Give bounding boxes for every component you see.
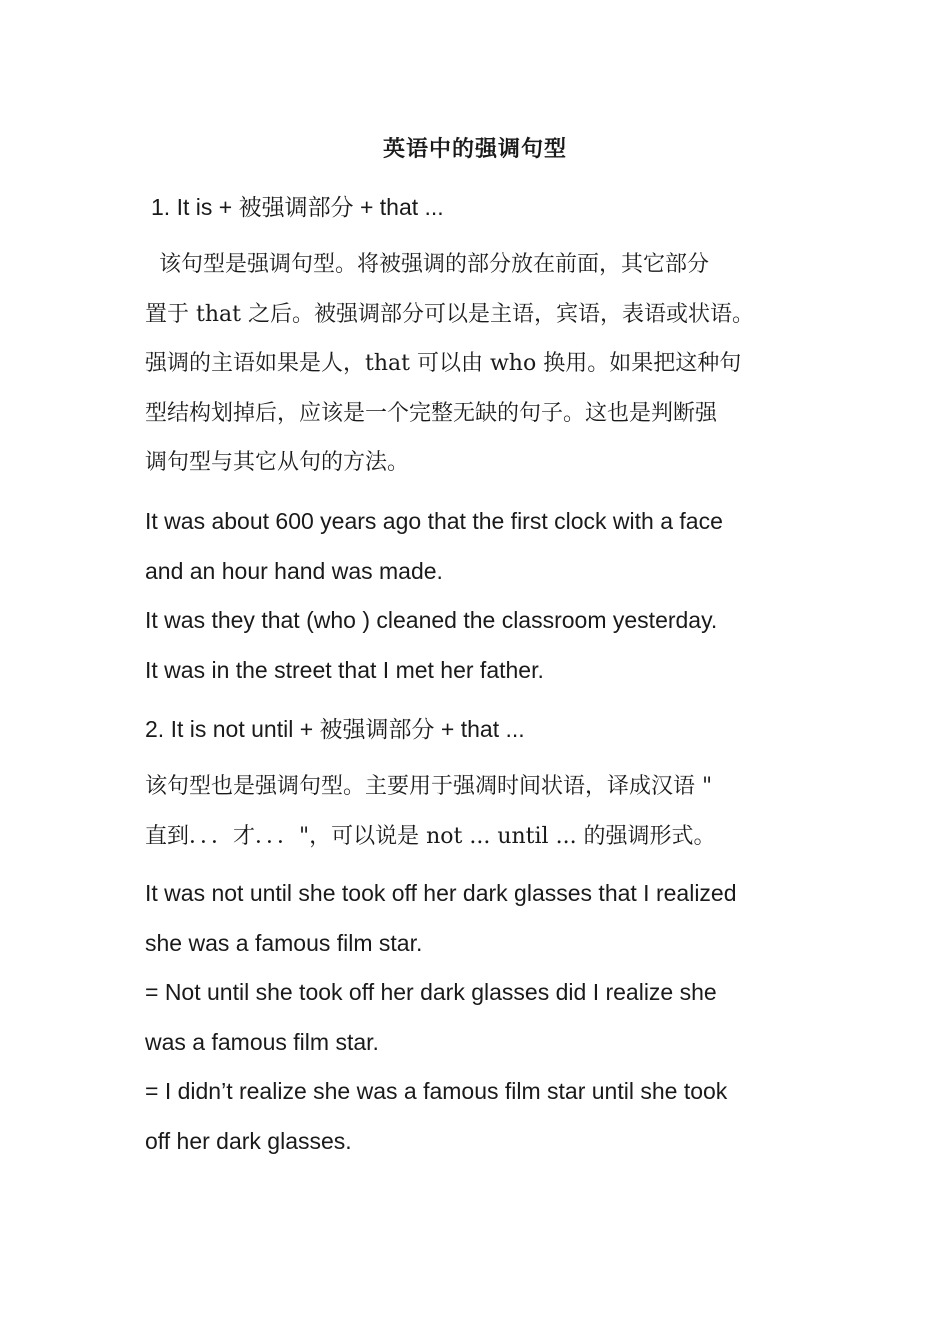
example-line: off her dark glasses. [145,1127,352,1154]
section-1-heading: 1. It is + 被强调部分 + that ... [151,194,444,220]
example-line: It was not until she took off her dark glasses that I realized [145,880,737,906]
section-1-examples [145,497,825,695]
example-line: It was about 600 years ago that the first clock with a face [145,508,723,534]
explanation-line: 该句型也是强调句型。主要用于强凋时间状语，译成汉语 " [145,774,713,799]
explanation-line: 调句型与其它从句的方法。 [145,450,410,475]
section-1-explanation [145,240,815,488]
section-2-heading: 2. It is not until + 被强调部分 + that ... [145,716,525,742]
section-2-examples [145,869,825,1167]
explanation-line: 直到．．．才．．．"，可以说是 not ... until ... 的强调形式。 [145,823,716,849]
example-line: It was in the street that I met her father. [145,656,544,683]
explanation-line: 该句型是强调句型。将被强调的部分放在前面，其它部分 [145,252,709,277]
section-2-explanation [145,762,815,861]
example-line: = I didn’t realize she was a famous film star until she took [145,1078,728,1105]
document-title: 英语中的强调句型 [382,136,567,162]
example-line: she was a famous film star. [145,929,423,956]
example-line: = Not until she took off her dark glasses did I realize she [145,979,717,1006]
example-line: and an hour hand was made. [145,557,443,584]
explanation-line: 置于 that 之后。被强调部分可以是主语，宾语，表语或状语。 [145,301,754,327]
example-line: It was they that (who ) cleaned the classroom yesterday. [145,607,718,634]
explanation-line: 型结构划掉后，应该是一个完整无缺的句子。这也是判断强 [145,400,718,426]
example-line: was a famous film star. [145,1028,379,1055]
explanation-line: 强调的主语如果是人，that 可以由 who 换用。如果把这种句 [145,351,742,376]
